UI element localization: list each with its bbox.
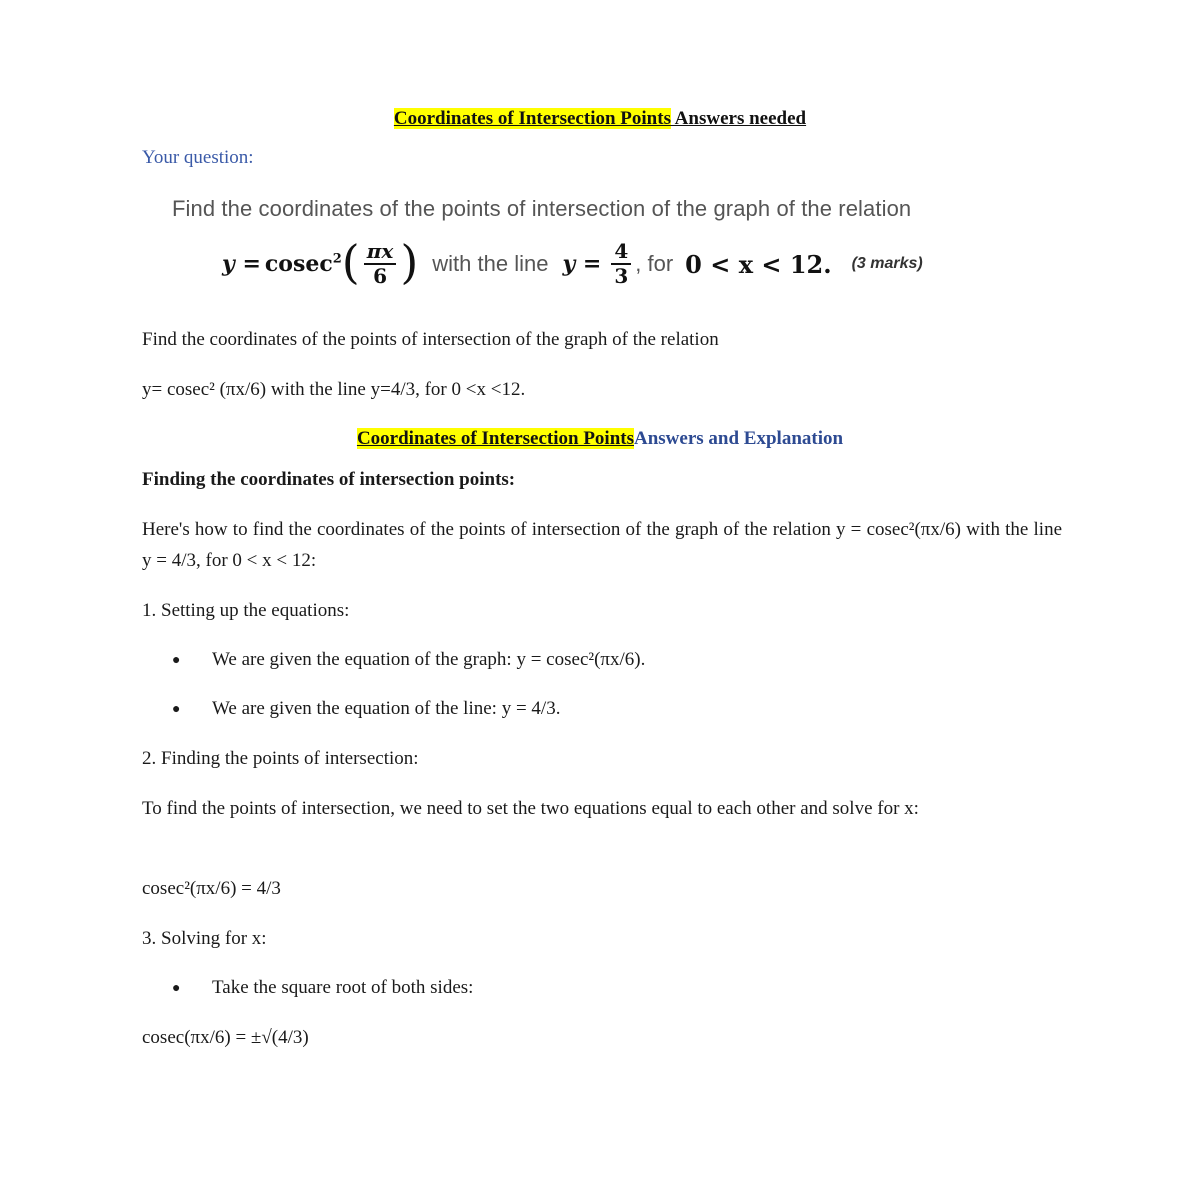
step2-equation: cosec²(πx/6) = 4/3 — [142, 878, 281, 899]
intro-paragraph: Here's how to find the coordinates of the points of intersection of the graph of the relation y = cosec²(πx/6) with the line y = 4/3, for 0 < x < 12: — [142, 519, 1062, 571]
fraction2-denominator: 3 — [614, 264, 629, 288]
bullet-icon: ● — [172, 652, 181, 668]
bullet-icon: ● — [172, 701, 181, 717]
with-line-text: with the line — [432, 251, 549, 276]
step3-heading: 3. Solving for x: — [142, 928, 267, 949]
answer-header-rest: Answers and Explanation — [634, 428, 844, 449]
answer-header-highlight: Coordinates of Intersection Points — [356, 428, 634, 449]
step3-equation: cosec(πx/6) = ±√(4/3) — [142, 1027, 309, 1048]
list-item-text: We are given the equation of the line: y = 4/3. — [212, 698, 561, 719]
fraction-pi-x-over-6 — [364, 241, 397, 287]
list-item — [172, 698, 560, 720]
question-image-line1: Find the coordinates of the points of intersection of the graph of the relation — [172, 196, 912, 221]
bullet-icon: ● — [172, 980, 181, 996]
list-item-text: We are given the equation of the graph: y = cosec²(πx/6). — [212, 649, 646, 670]
question-image-equation — [222, 234, 923, 294]
list-item — [172, 649, 645, 671]
question-image — [170, 190, 1100, 300]
question-text-line2: y= cosec² (πx/6) with the line y=4/3, for 0 <x <12. — [142, 379, 526, 400]
for-text: , for — [635, 251, 674, 276]
title-rest: Answers needed — [670, 108, 807, 129]
your-question-label: Your question: — [142, 147, 254, 168]
fraction-numerator: πx — [364, 241, 397, 265]
equation-cosec — [265, 251, 342, 277]
fraction-denominator: 6 — [373, 264, 387, 288]
section-heading: Finding the coordinates of intersection points: — [142, 469, 516, 490]
list-item — [172, 977, 473, 999]
range-text: 0 < x < 12. — [685, 249, 832, 279]
marks-text: (3 marks) — [851, 255, 923, 272]
fraction-4-over-3 — [611, 241, 631, 287]
cosec-func: cosec — [264, 251, 333, 277]
question-text-line1: Find the coordinates of the points of intersection of the graph of the relation — [142, 329, 719, 350]
equation-y: y = — [222, 251, 261, 277]
page-title — [0, 108, 1200, 130]
step2-paragraph: To find the points of intersection, we need to set the two equations equal to each other and solve for x: — [142, 798, 919, 819]
right-paren: ) — [400, 235, 419, 289]
fraction2-numerator: 4 — [611, 241, 631, 265]
list-item-text: Take the square root of both sides: — [212, 977, 474, 998]
title-highlight: Coordinates of Intersection Points — [393, 108, 671, 129]
answer-header — [0, 428, 1200, 450]
cosec-power: 2 — [332, 251, 342, 267]
equation-y2: y = — [562, 251, 602, 277]
step1-heading: 1. Setting up the equations: — [142, 600, 350, 621]
step2-heading: 2. Finding the points of intersection: — [142, 748, 419, 769]
left-paren: ( — [341, 235, 360, 289]
